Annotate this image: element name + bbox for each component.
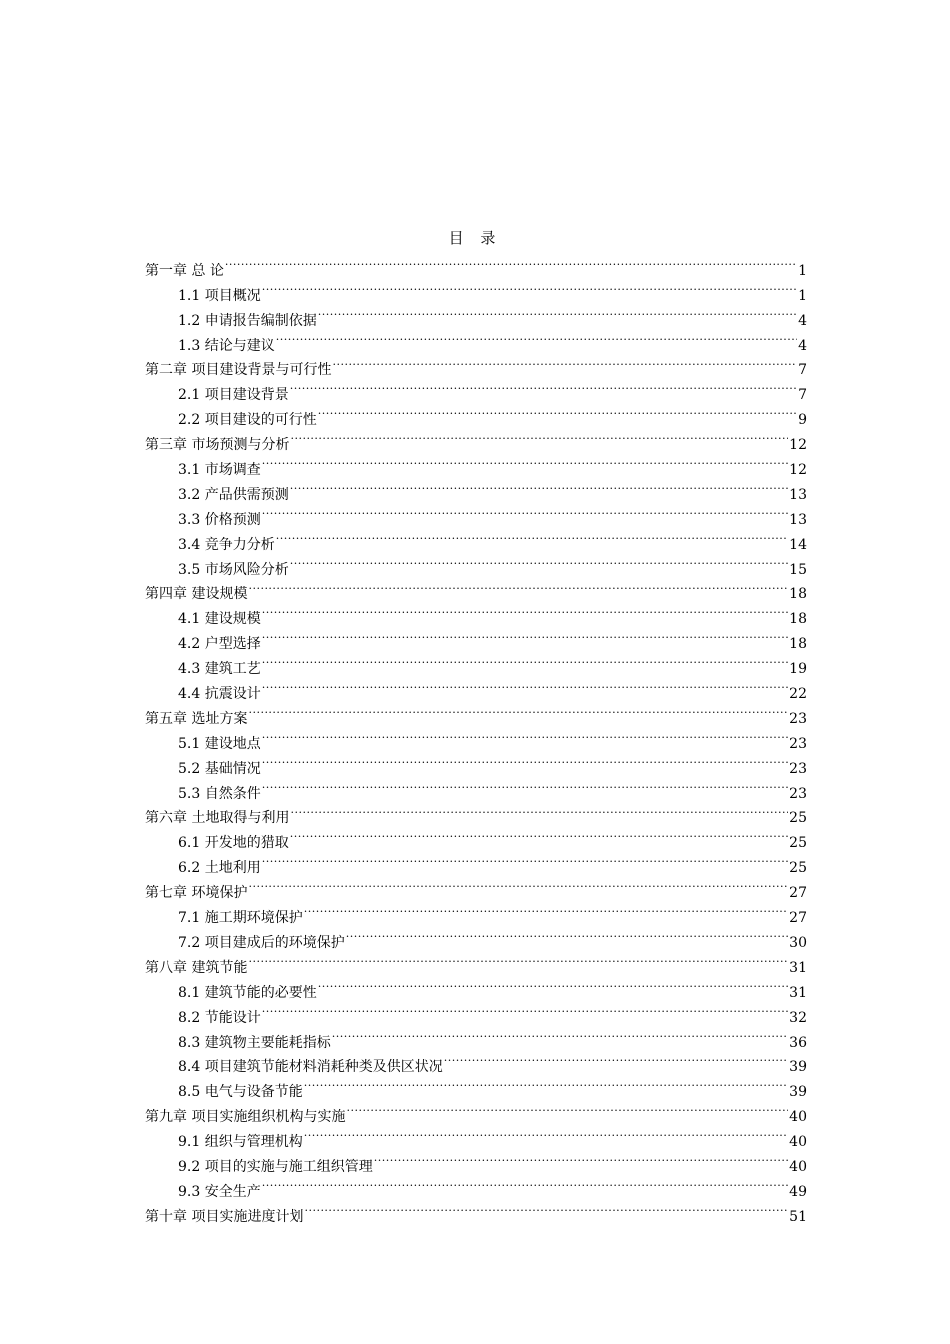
toc-entry-label: 8.5 电气与设备节能 [178, 1084, 303, 1101]
toc-entry-page-number: 36 [789, 1034, 807, 1051]
toc-dot-leader [262, 723, 788, 748]
toc-dot-leader [318, 300, 797, 325]
toc-entry-page-number: 15 [789, 561, 807, 578]
toc-entry-page-number: 18 [789, 586, 807, 603]
toc-entry-page-number: 14 [789, 536, 807, 553]
toc-dot-leader [276, 325, 797, 350]
toc-dot-leader [332, 350, 797, 375]
toc-dot-leader [262, 847, 788, 872]
toc-entry-page-number: 23 [789, 710, 807, 727]
toc-entry-label: 3.2 产品供需预测 [178, 486, 289, 503]
toc-dot-leader [262, 748, 788, 773]
toc-entry-page-number: 4 [798, 312, 807, 329]
toc-entry-page-number: 7 [798, 387, 807, 404]
toc-entry-label: 4.2 户型选择 [178, 636, 261, 653]
toc-title: 目 录 [448, 229, 502, 247]
toc-entry-label: 3.1 市场调查 [178, 462, 261, 479]
toc-dot-leader [304, 1121, 788, 1146]
toc-dot-leader [262, 499, 788, 524]
toc-dot-leader [304, 897, 788, 922]
toc-entry-page-number: 51 [789, 1208, 807, 1225]
toc-entry-label: 1.3 结论与建议 [178, 337, 275, 354]
toc-entry-page-number: 22 [789, 686, 807, 703]
toc-dot-leader [346, 1096, 788, 1121]
toc-entry-page-number: 18 [789, 611, 807, 628]
toc-entry-label: 第七章 环境保护 [145, 885, 248, 902]
toc-dot-leader [318, 399, 797, 424]
toc-entry-label: 4.3 建筑工艺 [178, 661, 261, 678]
toc-dot-leader [290, 822, 788, 847]
toc-section-entry[interactable] [145, 275, 807, 304]
toc-entry-page-number: 40 [789, 1158, 807, 1175]
toc-entry-page-number: 19 [789, 661, 807, 678]
toc-entry-page-number: 25 [789, 810, 807, 827]
toc-dot-leader [262, 275, 797, 300]
toc-entry-page-number: 1 [798, 262, 807, 279]
toc-entry-page-number: 23 [789, 785, 807, 802]
toc-entry-label: 第四章 建设规模 [145, 586, 248, 603]
toc-entry-label: 第八章 建筑节能 [145, 959, 248, 976]
toc-entry-page-number: 39 [789, 1084, 807, 1101]
toc-entry-page-number: 23 [789, 760, 807, 777]
toc-entry-label: 3.3 价格预测 [178, 511, 261, 528]
toc-dot-leader [444, 1047, 788, 1072]
toc-entry-page-number: 18 [789, 636, 807, 653]
toc-entry-page-number: 49 [789, 1183, 807, 1200]
toc-entry-page-number: 27 [789, 910, 807, 927]
toc-entry-label: 6.1 开发地的猎取 [178, 835, 289, 852]
toc-entry-page-number: 12 [789, 462, 807, 479]
toc-entry-label: 第三章 市场预测与分析 [145, 437, 290, 454]
toc-dot-leader [290, 374, 797, 399]
toc-entry-label: 第五章 选址方案 [145, 710, 248, 727]
toc-entry-label: 9.3 安全生产 [178, 1183, 261, 1200]
toc-entry-page-number: 4 [798, 337, 807, 354]
toc-dot-leader [262, 623, 788, 648]
toc-dot-leader [262, 997, 788, 1022]
toc-dot-leader [304, 1071, 788, 1096]
toc-entry-page-number: 27 [789, 885, 807, 902]
toc-entry-label: 3.5 市场风险分析 [178, 561, 289, 578]
toc-entry-label: 9.2 项目的实施与施工组织管理 [178, 1158, 373, 1175]
toc-dot-leader [262, 673, 788, 698]
toc-dot-leader [262, 1171, 788, 1196]
toc-dot-leader [318, 972, 788, 997]
toc-dot-leader [262, 449, 788, 474]
toc-entry-page-number: 40 [789, 1109, 807, 1126]
toc-entry-label: 5.3 自然条件 [178, 785, 261, 802]
toc-entry-label: 4.1 建设规模 [178, 611, 261, 628]
toc-dot-leader [262, 648, 788, 673]
toc-entry-label: 8.3 建筑物主要能耗指标 [178, 1034, 331, 1051]
toc-entry-page-number: 7 [798, 362, 807, 379]
toc-dot-leader [248, 872, 788, 897]
toc-dot-leader [290, 798, 788, 823]
toc-entry-label: 8.2 节能设计 [178, 1009, 261, 1026]
toc-dot-leader [262, 773, 788, 798]
table-of-contents [145, 250, 807, 1225]
toc-entry-page-number: 32 [789, 1009, 807, 1026]
toc-chapter-entry[interactable] [145, 250, 807, 279]
toc-entry-label: 2.2 项目建设的可行性 [178, 412, 317, 429]
toc-entry-page-number: 25 [789, 860, 807, 877]
toc-dot-leader [346, 922, 788, 947]
toc-entry-page-number: 30 [789, 934, 807, 951]
toc-entry-label: 1.1 项目概况 [178, 287, 261, 304]
toc-entry-label: 8.1 建筑节能的必要性 [178, 984, 317, 1001]
toc-entry-label: 1.2 申请报告编制依据 [178, 312, 317, 329]
toc-entry-label: 第六章 土地取得与利用 [145, 810, 290, 827]
toc-dot-leader [248, 574, 788, 599]
toc-entry-page-number: 13 [789, 486, 807, 503]
toc-dot-leader [290, 424, 788, 449]
toc-entry-page-number: 9 [798, 412, 807, 429]
toc-entry-label: 4.4 抗震设计 [178, 686, 261, 703]
toc-entry-label: 5.2 基础情况 [178, 760, 261, 777]
toc-dot-leader [290, 474, 788, 499]
toc-entry-page-number: 25 [789, 835, 807, 852]
toc-entry-label: 第十章 项目实施进度计划 [145, 1208, 304, 1225]
toc-entry-label: 2.1 项目建设背景 [178, 387, 289, 404]
toc-dot-leader [276, 524, 788, 549]
toc-entry-page-number: 13 [789, 511, 807, 528]
toc-dot-leader [374, 1146, 788, 1171]
toc-dot-leader [304, 1196, 788, 1221]
toc-entry-label: 6.2 土地利用 [178, 860, 261, 877]
toc-entry-page-number: 12 [789, 437, 807, 454]
toc-dot-leader [248, 947, 788, 972]
toc-entry-label: 第一章 总 论 [145, 262, 224, 279]
toc-entry-label: 第九章 项目实施组织机构与实施 [145, 1109, 346, 1126]
toc-entry-page-number: 40 [789, 1134, 807, 1151]
toc-entry-page-number: 23 [789, 735, 807, 752]
toc-entry-label: 3.4 竞争力分析 [178, 536, 275, 553]
toc-entry-label: 第二章 项目建设背景与可行性 [145, 362, 332, 379]
toc-entry-label: 7.2 项目建成后的环境保护 [178, 934, 345, 951]
toc-entry-page-number: 31 [789, 959, 807, 976]
toc-dot-leader [225, 250, 797, 275]
toc-entry-page-number: 1 [798, 287, 807, 304]
toc-entry-label: 5.1 建设地点 [178, 735, 261, 752]
toc-dot-leader [332, 1022, 788, 1047]
toc-entry-label: 8.4 项目建筑节能材料消耗种类及供区状况 [178, 1059, 443, 1076]
toc-dot-leader [248, 698, 788, 723]
toc-entry-label: 7.1 施工期环境保护 [178, 910, 303, 927]
toc-dot-leader [290, 549, 788, 574]
toc-dot-leader [262, 598, 788, 623]
toc-entry-label: 9.1 组织与管理机构 [178, 1134, 303, 1151]
toc-entry-page-number: 31 [789, 984, 807, 1001]
toc-entry-page-number: 39 [789, 1059, 807, 1076]
